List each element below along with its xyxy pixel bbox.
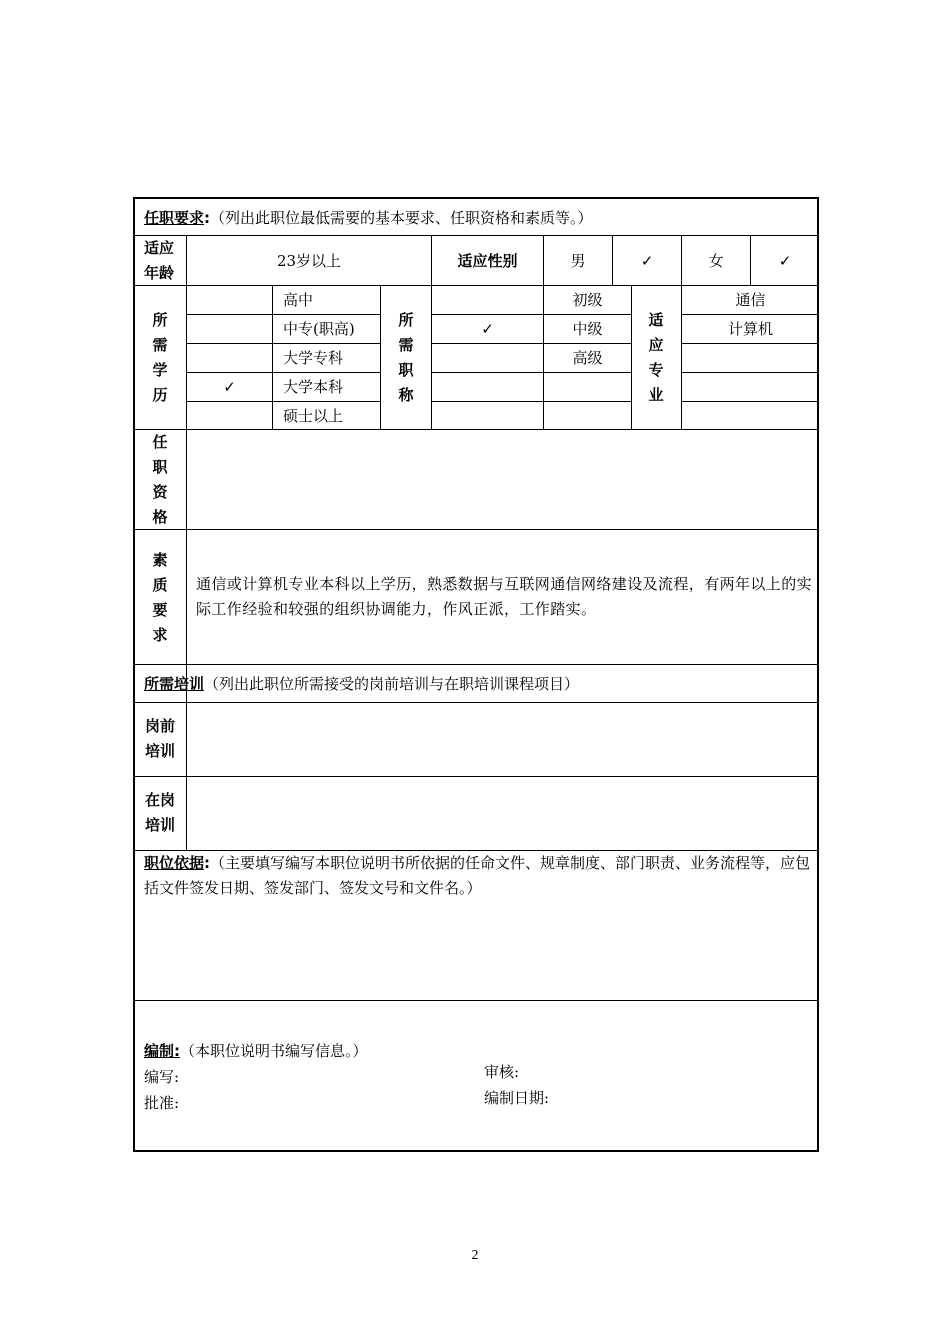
quality-content: 通信或计算机专业本科以上学历，熟悉数据与互联网通信网络建设及流程，有两年以上的实际工作经验和较强的组织协调能力，作风正派，工作踏实。 [196, 575, 813, 618]
training-note: （列出此职位所需接受的岗前培训与在职培训课程项目） [204, 675, 580, 693]
requirements-heading: 任职要求 [144, 209, 205, 227]
basis-section [144, 851, 812, 901]
title-level-option: 初级 [572, 291, 603, 309]
major-option: 通信 [735, 291, 766, 309]
education-option: 高中 [283, 291, 314, 309]
gender-male: 男 [570, 252, 586, 270]
row-divider [431, 372, 631, 373]
col-divider [186, 236, 187, 850]
row-divider [134, 664, 819, 665]
row-divider [134, 702, 819, 703]
col-divider [272, 286, 273, 429]
page-number: 2 [471, 1248, 479, 1263]
basis-heading: 职位依据 [144, 854, 205, 872]
compile-heading-line [144, 1041, 368, 1061]
col-divider [431, 286, 432, 429]
row-divider [187, 372, 380, 373]
compile-reviewer: 审核: [484, 1063, 520, 1081]
compile-writer: 编写: [144, 1068, 180, 1086]
gender-female-check: ✓ [778, 252, 792, 270]
row-divider [134, 1000, 819, 1001]
row-divider [681, 314, 819, 315]
gender-male-check: ✓ [640, 252, 654, 270]
title-level-option: 中级 [572, 320, 603, 338]
basis-colon: : [204, 854, 211, 872]
row-divider [134, 285, 819, 286]
title-level-check: ✓ [481, 320, 494, 338]
gender-female: 女 [708, 252, 724, 270]
row-divider [681, 401, 819, 402]
row-divider [431, 343, 631, 344]
row-divider [431, 314, 631, 315]
requirements-heading-line [144, 208, 593, 228]
basis-note: （主要填写编写本职位说明书所依据的任命文件、规章制度、部门职责、业务流程等，应包括文件签发日期、签发部门、签发文号和文件名。） [144, 854, 811, 897]
row-divider [134, 235, 819, 236]
major-label: 适应专业 [648, 311, 664, 404]
education-option: 硕士以上 [283, 407, 344, 425]
training-heading: 所需培训 [144, 675, 205, 693]
pre-training-label: 岗前培训 [144, 717, 175, 760]
row-divider [431, 401, 631, 402]
row-divider [681, 343, 819, 344]
col-divider [380, 286, 381, 429]
qualification-label: 任职资格 [152, 433, 168, 526]
title-level-option: 高级 [572, 349, 603, 367]
compile-colon: : [174, 1042, 181, 1060]
education-option: 大学专科 [283, 349, 344, 367]
row-divider [681, 372, 819, 373]
age-label: 适应年龄 [143, 239, 174, 282]
heading-colon: : [204, 209, 211, 227]
row-divider [134, 429, 819, 430]
title-level-label: 所需职称 [398, 311, 414, 404]
compile-note: （本职位说明书编写信息。） [180, 1042, 368, 1060]
education-option: 大学本科 [283, 378, 344, 396]
quality-label: 素质要求 [152, 551, 168, 644]
requirements-note: （列出此职位最低需要的基本要求、任职资格和素质等。） [210, 209, 593, 227]
major-option: 计算机 [727, 320, 773, 338]
row-divider [187, 401, 380, 402]
row-divider [187, 343, 380, 344]
row-divider [134, 776, 819, 777]
col-divider [631, 286, 632, 429]
education-option: 中专(职高) [283, 320, 355, 338]
compile-heading: 编制 [144, 1042, 175, 1060]
row-divider [134, 529, 819, 530]
age-value: 23岁以上 [276, 252, 342, 270]
training-heading-line [144, 674, 579, 694]
education-label: 所需学历 [152, 311, 168, 404]
row-divider [187, 314, 380, 315]
education-check: ✓ [223, 378, 236, 396]
compile-date: 编制日期: [484, 1089, 550, 1107]
on-training-label: 在岗培训 [144, 791, 175, 834]
compile-approver: 批准: [144, 1094, 180, 1112]
gender-label: 适应性别 [457, 252, 518, 270]
